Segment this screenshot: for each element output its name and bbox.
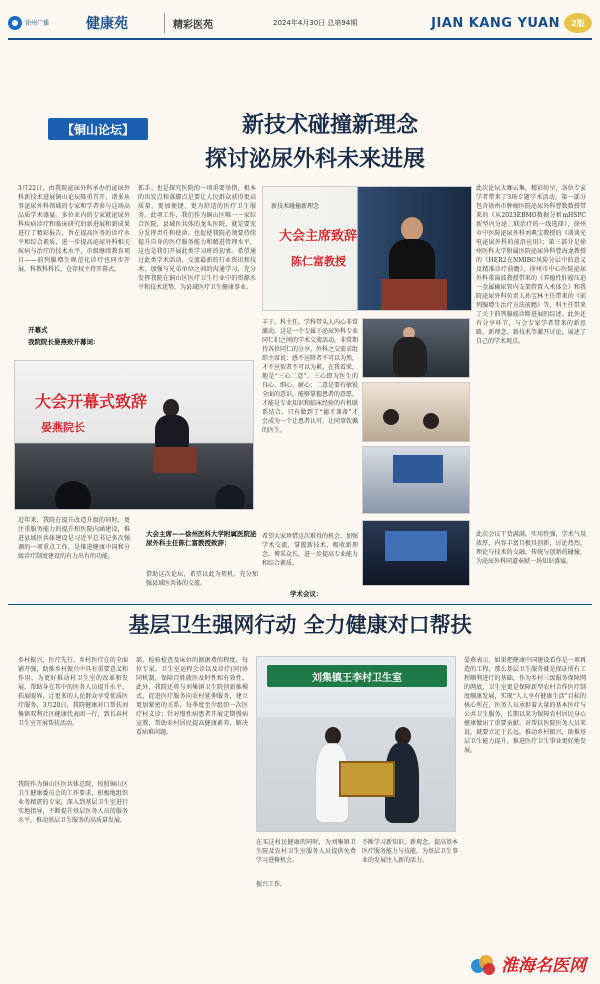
audience-head — [55, 481, 91, 510]
watermark-text: 淮海名医网 — [501, 956, 586, 976]
article2-col2-text: 部，检验检查及床位的据据费的程度。每位专家，卫生室运程会诊以及诊疗(同)协同机制，保障百姓就医及时性和有效性。此外，我院还将与刘集镇卫生院创新推模式，促进医疗服务向农村延伸服务，建立更加紧密的关系，每季度至少组织一次医疗村义诊；针对慢性病患者开展定期慢病宣教，帮助农村居民提高健康素养，解决看病难问题。 — [136, 657, 248, 736]
caption-academic: 学术会议： — [290, 590, 323, 598]
date-text: 2024年4月30日 — [273, 19, 326, 27]
article2-title: 基层卫生强网行动 全力健康对口帮扶 — [128, 613, 472, 637]
photo2-banner: 大会主席致辞 — [279, 229, 358, 244]
station-logo-text: 徐州广播 — [25, 19, 50, 27]
podium — [153, 447, 197, 473]
article2-col3b-text: 不断学习新知识、新观念，提高基本医疗服务能力与技能，为基层卫生事业的发展注入新的活力。 — [362, 839, 458, 864]
meeting4-screen — [385, 531, 447, 561]
photo-clinic-visit — [256, 656, 456, 832]
forum-tag: 【铜山论坛】 — [48, 118, 148, 140]
photo-meeting-4 — [362, 520, 470, 586]
caption-president: 我院院长晏燕致开幕词： — [28, 338, 100, 346]
photo-opening-speech — [14, 360, 254, 510]
meeting2-head-2 — [423, 413, 439, 429]
section-title: 健康苑 — [86, 16, 128, 32]
photo2-name: 陈仁富教授 — [291, 255, 346, 268]
clinic-sign — [267, 665, 447, 687]
article1-col3-text: 丰于。科主任，学科带头人内心非常激动。这是一个专属于泌尿外科专业同仁们之间的学术交流活动，非常期待各位同仁的分享。外科之交需求组织主席说：感不应降者不可以为然，才不应似者不可以为累。在我看来，地是“三心二意”。三心即为医生的良心、细心、耐心；二意是要有敏锐全面的意识，能够掌握患者的意愿，才能是专业知识和临床经验的有机联系结合，只有做到了“德才兼备”才会成为一个让患者认可、让同事钦佩的医生。 — [262, 319, 358, 434]
edition-badge: 2版 — [564, 13, 592, 33]
audience-head-2 — [215, 485, 245, 510]
clinic-sign-text: 刘集镇王李村卫生室 — [312, 673, 402, 684]
masthead — [8, 8, 592, 40]
article1-col1-text: 3月22日，由我院泌尿外科承办的泌尿外科新技术进展铜山论坛隆重召开，诸多从事泌尿外科领域的专家和学者参与这场高品质学术盛宴。多位业内的专家就泌尿外科疾病诊疗和临床研究的新进展和新成果进行了精彩报告，旨在提高医务的诊疗水平和综合素质，进一步提高泌尿外科相关疾病与治疗的技术水平，市级继续教育项目——前列腺增生规范化诊疗也同步开展，科教科科长、仓存权主持开幕式。 — [18, 185, 130, 273]
article2-col2-end: 振兴工作。 — [256, 881, 287, 888]
header-divider — [164, 13, 165, 33]
article1-col3-lower: 希望大家珍惜这次难得的机会，加强学术交流，掌握新技术，吸收新理念，博采众长，进一步提高专业能力和综合素质。 — [262, 533, 358, 567]
article1-lower-col2: 借助这次论坛，希望以此为契机，充分加强县域医共体的交流。 — [146, 571, 258, 587]
photo2-sign: 新技术碰撞新理念 — [271, 203, 320, 210]
photo1-name: 晏燕院长 — [41, 421, 85, 434]
section-pinyin: JIAN KANG YUAN — [431, 15, 560, 31]
photo-chairman-speech — [262, 186, 472, 311]
article1-lower-col1: 近年来，我院在提升改造升级的同时，更注重服务能力的提升和医院内涵建设，推进县域医共体建设是习近平总书记多次强调的一项重点工作，是推进健康中国和分级诊疗制度建设的有力出有的功能。 — [18, 517, 130, 560]
photo-meeting-1 — [362, 318, 470, 378]
issue-date — [273, 18, 423, 28]
photo1-banner: 大会开幕式致辞 — [35, 392, 148, 411]
article1-title-line1: 新技术碰撞新理念 — [241, 113, 418, 138]
watermark — [471, 951, 586, 976]
meeting1-body — [393, 337, 427, 377]
plaque — [339, 761, 395, 797]
station-logo — [8, 16, 86, 30]
watermark-logo-icon — [471, 953, 497, 975]
chairman-body — [389, 239, 435, 283]
chairman-podium — [381, 279, 447, 311]
article1-title-line2: 探讨泌尿外科未来进展 — [204, 147, 425, 172]
article2-col3-text: 在买这村民健康的同时，为刘集镇卫生院及农村卫生室服务人员提供免费学习进修机会。 — [256, 839, 356, 864]
article1-col4-text: 此次论坛大咖云集，精彩纷呈，各位专家学者带来了3场专题学术活动。第一部分包含徐州市肿瘤医院泌尿外科曹数数授带来的《从2023EBMO数据分析mHSPC新型内分泌二联治疗的一线选择》，徐州市中医院泌尿外科刘典宝教授的《谈谈光电泌尿外科的前沿应用》；第三部分是徐州医科大学附属医院泌尿外科曹海龙教授的《HER2在NMIBC风险分层中的意义及精准诊疗前瞻》，徐州市中心医院泌尿外科董演波教授带来的《养德性肝癌压迫一金属输尿管内支架管置入术体会》和我院泌尿外科负责人孙宝林主任带来的《前列腺增生治疗方法前瞻》等，科主任带来了关于前列腺癌诊断进展的综述。此外还有分享环节，与会专家学者带来的新思路，新理念、新技术等激开讨论，展述了自己的学术观点。 — [476, 185, 586, 345]
station-logo-icon — [8, 16, 22, 30]
column-title: 精彩医苑 — [173, 19, 213, 31]
article1-col4-end: 此次会议干货满满，实用性强，学术气氛浓厚，内容丰富且极具创新，讨论热烈，理论与技术的交融，传统与创新的碰撞，为泌尿外科同道奉献一场知识盛宴。 — [476, 531, 586, 565]
speaker-body — [155, 415, 189, 451]
chairman-head — [401, 217, 423, 241]
photo-meeting-3 — [362, 446, 470, 514]
caption-opening: 开幕式 — [28, 326, 48, 334]
meeting2-head — [383, 409, 399, 425]
article2-col1-end: 我院作为铜山区医共体总院，按照铜山区卫生健康委员会的工作要求，积极地组织业务精湛的专家，深入到基层卫生室进行实地指导，不断提升基层医务人员的服务水平，推动基层卫生服务的高质量发展。 — [18, 781, 128, 824]
caption-chairman: 大会主席——徐州医科大学附属医院泌尿外科主任陈仁富教授致辞： — [146, 530, 257, 547]
article1-col2-text: 抓手。也是探究医院的一项重要举措，根本的出发点和落脚点是要让人民群众获得更高质量、更加便捷、更为舒适的医疗卫生服务。此项工作，我们作为铜山区唯一一家综合医院，县域医共体的龙头医院，就是要充分发挥责任和使命。也促使我院必须要持续提升自身的医疗服务能力和精进管理水平，这也是我们开展此类学习班的初衷。希望通过此类学术活动，交流最新的行业资讯和技术，加强与兄弟单位之间的沟通学习，充分发挥我院在铜山区医疗卫生行业中的资源水平和技术优势，为县域医疗卫生健康事业。 — [138, 185, 256, 291]
issue-number: 总第94期 — [327, 19, 358, 27]
article2-col1-text: 乡村振兴，医疗先行。乡村医疗在的全面铺开强，助推乡村振兴中具有重要意义和作用。为更好推动村卫生室的改革和发展，帮助身在其中的医务人员提升水平，拓展眼界，让更多的人民群众享受优质医疗服务，3月20日，我院健康对口帮扶刘集镇双利社区健康代表团一行，到长春村卫生室开展帮扶活动。 — [18, 657, 128, 727]
article2-col4-text: 晏燕表示，如果把健康中国建设看作是一项再造的工程，那么基层卫生服务就是保证所有工程顺利进行的基础，作为乡村三级服务保障网的网底，卫生室更是保障新型农村合作医疗制度顺康发展，实现“人人享有健康生活”目标的核心所在，医务人员承担着大量的基本医疗与公共卫生服务，长期以来为保障农村居民身心健康做出了重要贡献。对帮扶医院医务人员来说，就要立足于长远，推动乡村振兴，助推基层卫生能力提升，推进医疗卫生事业更好地发展。 — [464, 657, 586, 754]
section-divider — [8, 604, 592, 605]
meeting3-screen — [393, 455, 443, 483]
photo-meeting-2 — [362, 382, 470, 442]
